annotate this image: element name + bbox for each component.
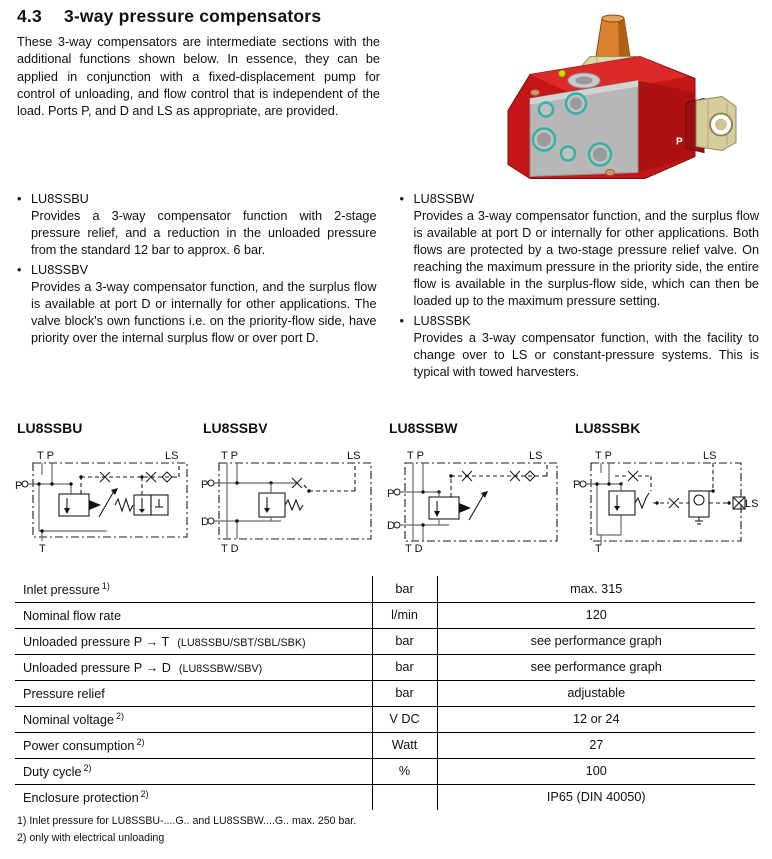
param-label: Unloaded pressure P → D [23, 661, 171, 676]
table-row [15, 602, 755, 628]
bullet-marker: • [17, 263, 22, 278]
photo-port-label: P [676, 136, 683, 148]
port-label-ls: LS [529, 450, 543, 462]
param-label: Inlet pressure [23, 582, 100, 597]
param-note: 1) [101, 580, 110, 591]
port-label-ls: LS [165, 450, 179, 462]
hydraulic-schematic-lu8ssbw [387, 449, 573, 553]
page-title [17, 6, 321, 27]
diagram-label: LU8SSBV [203, 420, 268, 436]
bullet-marker: • [399, 314, 404, 329]
param-cell [15, 784, 372, 810]
bullet-marker: • [399, 192, 404, 206]
port-label-td: T D [405, 543, 423, 553]
param-cell [15, 628, 372, 654]
unit-cell [372, 784, 437, 810]
table-row [15, 758, 755, 784]
diagram-lu8ssbv [201, 420, 387, 553]
table-row [15, 732, 755, 758]
unit-cell: bar [372, 680, 437, 706]
param-label: Power consumption [23, 739, 135, 754]
param-cell [15, 576, 372, 602]
table-row [15, 680, 755, 706]
bullet-lu8ssbu [17, 191, 377, 259]
port-label-t: T [39, 543, 46, 553]
port-label-d: D [201, 516, 209, 528]
value-cell: 27 [437, 732, 755, 758]
model-description: Provides a 3-way compensator function, and the surplus flow is available at port D or internally for other applications. The valve block's own functions i.e. on the priority-flow side, have priority over the internal surplus flow or over port D. [31, 280, 377, 346]
param-label: Duty cycle [23, 765, 82, 780]
param-cell [15, 654, 372, 680]
port-label-ls-top: LS [703, 450, 717, 462]
param-cell [15, 706, 372, 732]
spec-table [15, 576, 755, 810]
value-cell: IP65 (DIN 40050) [546, 790, 646, 805]
unit-cell: Watt [372, 732, 437, 758]
diagram-label: LU8SSBU [17, 420, 83, 436]
hydraulic-schematic-lu8ssbv [201, 449, 387, 553]
port-label-ls-right: LS [745, 498, 759, 510]
diagram-label: LU8SSBK [575, 420, 641, 436]
param-note: 2) [83, 762, 92, 773]
param-cell [15, 680, 372, 706]
product-photo [490, 6, 760, 182]
port-label-td: T D [221, 543, 239, 553]
param-variant: (LU8SSBW/SBV) [178, 663, 263, 676]
model-name: LU8SSBK [413, 314, 471, 329]
param-cell [15, 758, 372, 784]
param-note: 2) [136, 736, 145, 747]
table-row [15, 628, 755, 654]
param-variant: (LU8SSBU/SBT/SBL/SBK) [177, 637, 306, 650]
param-label: Unloaded pressure P → T [23, 635, 170, 650]
value-cell: max. 315 [437, 576, 755, 602]
model-description: Provides a 3-way compensator function, with the facility to change over to LS or constant-pressure systems. This is typical with towed harvesters. [413, 331, 759, 380]
unit-cell: bar [372, 654, 437, 680]
model-description: Provides a 3-way compensator function with 2-stage pressure relief, and a reduction in the unloaded pressure from the standard 12 bar to approx. 6 bar. [31, 209, 377, 258]
hydraulic-schematic-lu8ssbk [573, 449, 759, 553]
bullet-lu8ssbk [400, 313, 760, 381]
param-label: Nominal voltage [23, 713, 114, 728]
unit-cell: bar [372, 628, 437, 654]
intro-paragraph: These 3-way compensators are intermediate sections with the additional functions shown below. In essence, they can be applied in conjunction with a fixed-displacement pump for control of unloading, and flow control that is independent of the load. Ports P, and D and LS as appropriate, are provided. [17, 35, 380, 119]
unit-cell: bar [372, 576, 437, 602]
param-label: Pressure relief [23, 687, 105, 702]
port-label-top: T P [221, 450, 238, 462]
table-row [15, 784, 755, 810]
model-name: LU8SSBW [413, 192, 475, 206]
model-descriptions [17, 191, 759, 384]
port-label-p: P [387, 488, 395, 500]
model-name: LU8SSBU [31, 192, 89, 206]
value-cell: 100 [437, 758, 755, 784]
port-label-d: D [387, 520, 395, 532]
bullet-column-right [400, 191, 760, 384]
model-name: LU8SSBV [31, 263, 89, 278]
port-label-p: P [201, 479, 209, 491]
diagram-label: LU8SSBW [389, 420, 458, 436]
param-label: Enclosure protection [23, 791, 139, 806]
param-note: 2) [115, 710, 124, 721]
table-row [15, 706, 755, 732]
bullet-column-left [17, 191, 377, 384]
unit-cell: V DC [372, 706, 437, 732]
section-number: 4.3 [17, 6, 42, 26]
value-cell: 12 or 24 [437, 706, 755, 732]
footnote-2: 2) only with electrical unloading [17, 832, 165, 845]
footnote-1: 1) Inlet pressure for LU8SSBU-....G.. and LU8SSBW....G.. max. 250 bar. [17, 815, 357, 827]
param-cell [15, 732, 372, 758]
valve-block-image [490, 6, 760, 182]
bullet-lu8ssbv [17, 262, 377, 347]
unit-cell: l/min [372, 602, 437, 628]
section-title: 3-way pressure compensators [63, 6, 322, 26]
hydraulic-schematic-lu8ssbu [15, 449, 201, 553]
bullet-lu8ssbw [400, 191, 760, 310]
port-label-p: P [573, 479, 581, 491]
value-cell: adjustable [437, 680, 755, 706]
diagram-lu8ssbu [15, 420, 201, 553]
table-row [15, 654, 755, 680]
port-label-top: T P [37, 450, 54, 462]
param-label: Nominal flow rate [23, 609, 122, 624]
model-description: Provides a 3-way compensator function, and the surplus flow is available at port D or internally for other applications. Both flows are protected by a two-stage pressure relief valve. On reaching the maximum pressure in the priority side, the entire flow is available in the surplus-flow side, which can then be loaded up to the maximum pressure setting. [413, 209, 759, 309]
value-cell: 120 [437, 602, 755, 628]
port-label-top: T P [407, 450, 424, 462]
table-row [15, 576, 755, 602]
port-label-ls: LS [347, 450, 361, 462]
port-label-p: P [15, 480, 23, 492]
bullet-marker: • [17, 192, 22, 206]
value-cell: see performance graph [437, 654, 755, 680]
param-cell [15, 602, 372, 628]
diagram-lu8ssbk [573, 420, 759, 553]
port-label-t: T [595, 543, 602, 553]
param-note: 2) [140, 789, 149, 800]
diagram-lu8ssbw [387, 420, 573, 553]
footnotes [17, 813, 356, 848]
port-label-top: T P [595, 450, 612, 462]
schematics-row [15, 420, 759, 553]
unit-cell: % [372, 758, 437, 784]
value-cell: see performance graph [437, 628, 755, 654]
